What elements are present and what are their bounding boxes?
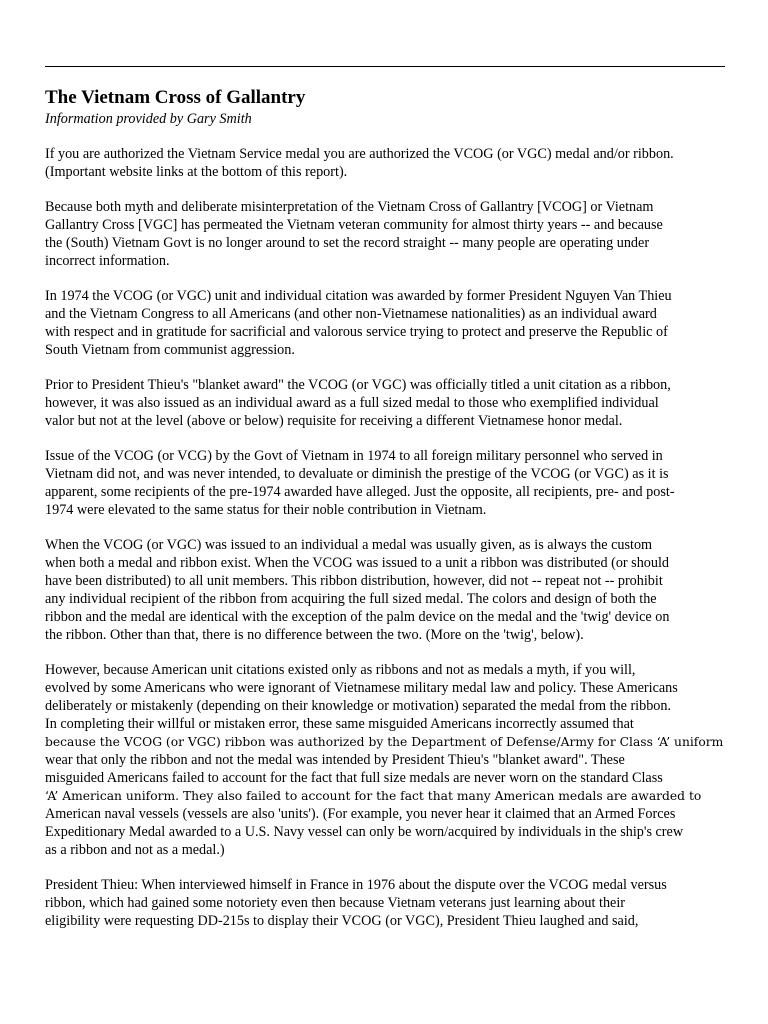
article-body [45, 145, 725, 947]
paragraph-line: valor but not at the level (above or below) requisite for receiving a different Vietnamese honor medal. [45, 413, 623, 429]
paragraph-line: as a ribbon and not as a medal.) [45, 842, 225, 858]
body-paragraph [45, 536, 725, 644]
paragraph-line: When the VCOG (or VGC) was issued to an individual a medal was usually given, as is always the custom [45, 537, 653, 553]
paragraph-line: Issue of the VCOG (or VCG) by the Govt of Vietnam in 1974 to all foreign military personnel who served in [45, 448, 663, 464]
body-paragraph [45, 447, 725, 519]
paragraph-line: and the Vietnam Congress to all Americans (and other non-Vietnamese nationalities) as an individual award [45, 306, 657, 322]
paragraph-line: any individual recipient of the ribbon from acquiring the full sized medal. The colors and design of both the [45, 591, 657, 607]
paragraph-line: the (South) Vietnam Govt is no longer around to set the record straight -- many people are operating under [45, 235, 650, 251]
paragraph-line: when both a medal and ribbon exist. When the VCOG was issued to a unit a ribbon was distributed (or should [45, 555, 670, 571]
paragraph-line: Gallantry Cross [VGC] has permeated the Vietnam veteran community for almost thirty years -- and because [45, 217, 663, 233]
paragraph-line: however, it was also issued as an individual award as a full sized medal to those who exemplified individual [45, 395, 659, 411]
paragraph-line: apparent, some recipients of the pre-1974 awarded have alleged. Just the opposite, all recipients, pre- and post- [45, 484, 675, 500]
body-paragraph [45, 287, 725, 359]
paragraph-line: ‘A’ American uniform. They also failed to account for the fact that many American medals are awarded to [45, 789, 702, 803]
paragraph-line: In 1974 the VCOG (or VGC) unit and individual citation was awarded by former President Nguyen Van Thieu [45, 288, 672, 304]
paragraph-line: deliberately or mistakenly (depending on their knowledge or motivation) separated the medal from the ribbon. [45, 698, 672, 714]
body-paragraph [45, 198, 725, 270]
paragraph-line: Prior to President Thieu's "blanket award" the VCOG (or VGC) was officially titled a unit citation as a ribbon, [45, 377, 671, 393]
paragraph-line: eligibility were requesting DD-215s to display their VCOG (or VGC), President Thieu laughed and said, [45, 913, 639, 929]
paragraph-line: American naval vessels (vessels are also 'units'). (For example, you never hear it claimed that an Armed Forces [45, 806, 676, 822]
author-credit: Information provided by Gary Smith [45, 111, 252, 127]
paragraph-line: If you are authorized the Vietnam Service medal you are authorized the VCOG (or VGC) medal and/or ribbon. [45, 146, 674, 162]
paragraph-line: wear that only the ribbon and not the medal was intended by President Thieu's "blanket award". These [45, 752, 625, 768]
paragraph-line: the ribbon. Other than that, there is no difference between the two. (More on the 'twig', below). [45, 627, 584, 643]
paragraph-line: ribbon and the medal are identical with the exception of the palm device on the medal and the 'twig' device on [45, 609, 670, 625]
paragraph-line: misguided Americans failed to account for the fact that full size medals are never worn on the standard Class [45, 770, 663, 786]
paragraph-line: with respect and in gratitude for sacrificial and valorous service trying to protect and preserve the Republic of [45, 324, 668, 340]
top-divider [45, 66, 725, 67]
paragraph-line: have been distributed) to all unit members. This ribbon distribution, however, did not -- repeat not -- prohibit [45, 573, 663, 589]
body-paragraph [45, 876, 725, 930]
body-paragraph [45, 661, 725, 859]
paragraph-line: evolved by some Americans who were ignorant of Vietnamese military medal law and policy. These Americans [45, 680, 678, 696]
paragraph-line: ribbon, which had gained some notoriety even then because Vietnam veterans just learning about their [45, 895, 626, 911]
paragraph-line: South Vietnam from communist aggression. [45, 342, 295, 358]
document-page [45, 0, 725, 1024]
paragraph-line: 1974 were elevated to the same status for their noble contribution in Vietnam. [45, 502, 487, 518]
paragraph-line: Expeditionary Medal awarded to a U.S. Navy vessel can only be worn/acquired by individuals in the ship's crew [45, 824, 684, 840]
paragraph-line: President Thieu: When interviewed himself in France in 1976 about the dispute over the VCOG medal versus [45, 877, 667, 893]
body-paragraph [45, 376, 725, 430]
paragraph-line: Because both myth and deliberate misinterpretation of the Vietnam Cross of Gallantry [VCOG] or Vietnam [45, 199, 654, 215]
paragraph-line: Vietnam did not, and was never intended, to devaluate or diminish the prestige of the VCOG (or VGC) as it is [45, 466, 669, 482]
paragraph-line: incorrect information. [45, 253, 170, 269]
paragraph-line: (Important website links at the bottom of this report). [45, 164, 348, 180]
paragraph-line: In completing their willful or mistaken error, these same misguided Americans incorrectly assumed that [45, 716, 634, 732]
paragraph-line: However, because American unit citations existed only as ribbons and not as medals a myth, if you will, [45, 662, 636, 678]
page-title: The Vietnam Cross of Gallantry [45, 87, 306, 108]
body-paragraph [45, 145, 725, 181]
paragraph-line: because the VCOG (or VGC) ribbon was authorized by the Department of Defense/Army for Class ‘A’ uniform [45, 735, 724, 749]
